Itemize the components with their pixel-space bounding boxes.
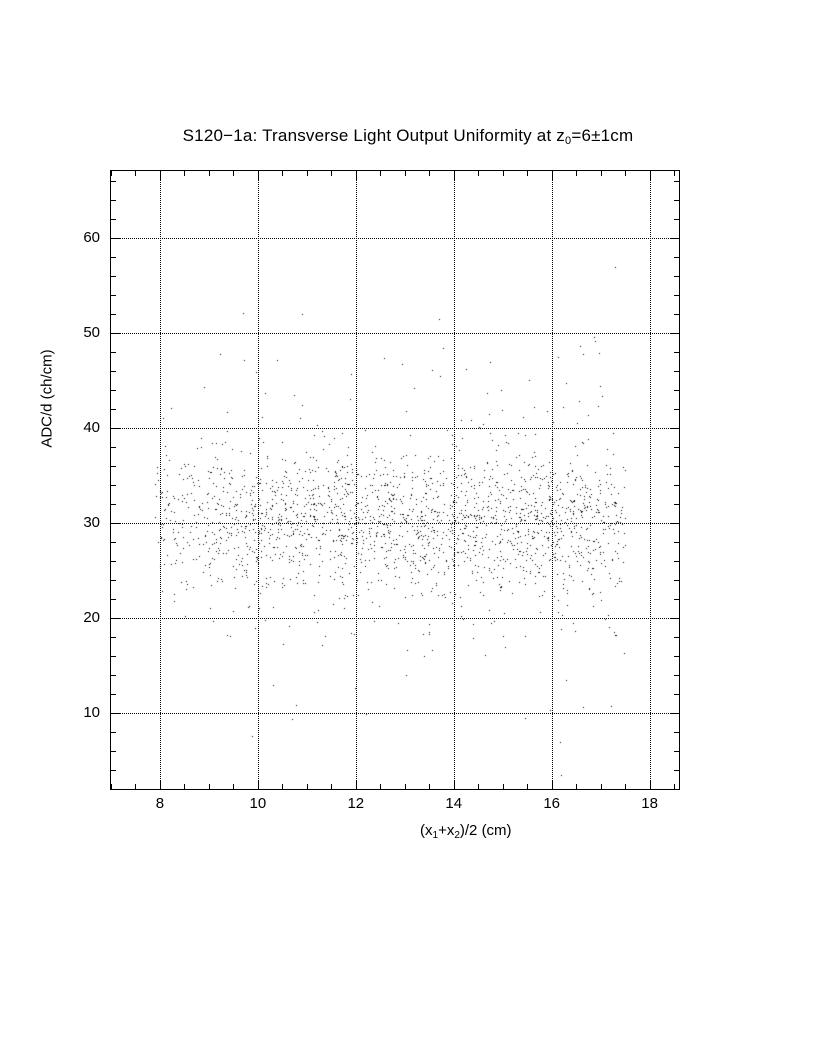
gridline-horizontal <box>111 428 679 429</box>
y-tick-minor-right <box>674 447 679 448</box>
x-tick-minor-top <box>625 171 626 176</box>
x-tick-major <box>650 780 651 789</box>
x-tick-label: 8 <box>155 795 165 812</box>
y-tick-minor-right <box>674 675 679 676</box>
x-axis-title-sub2: 2 <box>454 830 460 841</box>
x-tick-major <box>552 780 553 789</box>
y-tick-minor <box>111 656 116 657</box>
y-tick-minor-right <box>674 637 679 638</box>
y-tick-minor <box>111 352 116 353</box>
gridline-vertical <box>454 171 455 789</box>
y-tick-minor <box>111 770 116 771</box>
x-tick-major-top <box>650 171 651 180</box>
x-axis-title <box>420 822 512 841</box>
y-tick-minor <box>111 257 116 258</box>
y-tick-minor-right <box>674 599 679 600</box>
x-tick-major <box>258 780 259 789</box>
y-tick-minor-right <box>674 694 679 695</box>
chart-title-tail: =6±1cm <box>571 126 634 145</box>
y-tick-minor <box>111 314 116 315</box>
y-tick-minor-right <box>674 314 679 315</box>
y-tick-minor <box>111 181 116 182</box>
gridline-vertical <box>552 171 553 789</box>
y-tick-minor <box>111 561 116 562</box>
y-tick-minor <box>111 276 116 277</box>
y-tick-minor <box>111 599 116 600</box>
y-tick-major <box>111 238 120 239</box>
y-tick-minor <box>111 504 116 505</box>
y-tick-label: 40 <box>83 418 100 436</box>
y-tick-minor-right <box>674 466 679 467</box>
x-tick-minor <box>625 784 626 789</box>
x-tick-major <box>454 780 455 789</box>
x-tick-minor-top <box>331 171 332 176</box>
y-tick-minor-right <box>674 390 679 391</box>
y-tick-minor-right <box>674 580 679 581</box>
gridline-horizontal <box>111 713 679 714</box>
x-tick-minor <box>331 784 332 789</box>
y-tick-label: 30 <box>83 513 100 531</box>
x-tick-minor-top <box>111 171 112 176</box>
y-tick-minor-right <box>674 295 679 296</box>
y-tick-minor <box>111 295 116 296</box>
chart-title-main: S120−1a: Transverse Light Output Uniformity at z <box>182 126 565 145</box>
gridline-vertical <box>160 171 161 789</box>
y-tick-major <box>111 333 120 334</box>
y-tick-minor-right <box>674 219 679 220</box>
y-tick-minor-right <box>674 181 679 182</box>
x-tick-major-top <box>454 171 455 180</box>
y-tick-minor <box>111 694 116 695</box>
x-tick-minor <box>601 784 602 789</box>
y-tick-minor <box>111 371 116 372</box>
x-tick-minor-top <box>233 171 234 176</box>
x-tick-minor-top <box>405 171 406 176</box>
x-tick-label: 12 <box>347 795 365 812</box>
x-tick-minor <box>184 784 185 789</box>
x-tick-minor <box>576 784 577 789</box>
x-tick-label: 14 <box>445 795 463 812</box>
x-tick-minor <box>429 784 430 789</box>
y-axis-title <box>39 289 56 509</box>
x-tick-minor <box>307 784 308 789</box>
y-tick-label: 50 <box>83 323 100 341</box>
x-axis-title-tail: )/2 (cm) <box>459 822 512 839</box>
y-tick-minor-right <box>674 542 679 543</box>
x-tick-minor-top <box>429 171 430 176</box>
x-tick-label: 18 <box>641 795 658 812</box>
x-tick-major-top <box>356 171 357 180</box>
y-tick-major-right <box>670 523 679 524</box>
gridline-horizontal <box>111 333 679 334</box>
y-tick-minor <box>111 200 116 201</box>
x-tick-major-top <box>258 171 259 180</box>
x-tick-minor <box>405 784 406 789</box>
plot-area <box>110 170 680 790</box>
x-tick-minor <box>282 784 283 789</box>
y-axis-title-text: ADC/d (ch/cm) <box>38 349 56 448</box>
x-tick-major <box>160 780 161 789</box>
x-tick-minor-top <box>135 171 136 176</box>
y-tick-major <box>111 523 120 524</box>
gridline-vertical <box>258 171 259 789</box>
y-tick-minor <box>111 409 116 410</box>
x-tick-minor-top <box>380 171 381 176</box>
x-axis-title-main: (x <box>420 822 433 839</box>
scatter-points <box>111 171 679 789</box>
gridline-vertical <box>356 171 357 789</box>
y-tick-major-right <box>670 618 679 619</box>
x-tick-minor <box>527 784 528 789</box>
y-tick-minor-right <box>674 770 679 771</box>
y-tick-minor <box>111 390 116 391</box>
x-tick-minor <box>380 784 381 789</box>
x-tick-minor-top <box>307 171 308 176</box>
x-tick-minor-top <box>601 171 602 176</box>
y-tick-minor <box>111 789 116 790</box>
y-tick-major-right <box>670 428 679 429</box>
y-tick-major <box>111 618 120 619</box>
x-axis-title-mid: +x <box>438 822 455 839</box>
y-tick-minor-right <box>674 371 679 372</box>
x-tick-minor <box>503 784 504 789</box>
x-tick-label: 10 <box>249 795 267 812</box>
chart-title <box>0 126 816 147</box>
gridline-horizontal <box>111 523 679 524</box>
y-tick-minor-right <box>674 257 679 258</box>
y-tick-minor <box>111 485 116 486</box>
x-tick-minor-top <box>674 171 675 176</box>
y-tick-minor <box>111 637 116 638</box>
y-tick-minor-right <box>674 409 679 410</box>
y-tick-minor <box>111 732 116 733</box>
x-tick-minor-top <box>576 171 577 176</box>
x-tick-minor-top <box>478 171 479 176</box>
y-tick-minor-right <box>674 751 679 752</box>
x-axis-title-sub1: 1 <box>432 830 439 841</box>
x-tick-minor-top <box>184 171 185 176</box>
gridline-horizontal <box>111 238 679 239</box>
gridline-vertical <box>650 171 651 789</box>
y-tick-label: 20 <box>83 608 100 626</box>
gridline-horizontal <box>111 618 679 619</box>
y-tick-minor-right <box>674 200 679 201</box>
y-tick-minor <box>111 580 116 581</box>
y-tick-major-right <box>670 713 679 714</box>
x-tick-minor <box>209 784 210 789</box>
y-tick-minor <box>111 447 116 448</box>
x-tick-minor-top <box>209 171 210 176</box>
x-tick-major <box>356 780 357 789</box>
y-tick-minor <box>111 219 116 220</box>
x-tick-minor-top <box>282 171 283 176</box>
chart-title-subscript: 0 <box>565 135 572 147</box>
y-tick-minor <box>111 751 116 752</box>
y-tick-major <box>111 428 120 429</box>
y-tick-label: 10 <box>83 703 100 721</box>
y-tick-minor-right <box>674 789 679 790</box>
x-tick-major-top <box>552 171 553 180</box>
y-tick-major <box>111 713 120 714</box>
x-tick-major-top <box>160 171 161 180</box>
y-tick-minor-right <box>674 504 679 505</box>
y-tick-minor-right <box>674 276 679 277</box>
x-tick-minor <box>233 784 234 789</box>
x-tick-minor <box>135 784 136 789</box>
y-tick-minor-right <box>674 656 679 657</box>
x-tick-minor-top <box>503 171 504 176</box>
y-tick-minor-right <box>674 485 679 486</box>
x-tick-label: 16 <box>543 795 561 812</box>
y-tick-label: 60 <box>83 228 100 246</box>
y-tick-minor-right <box>674 561 679 562</box>
x-tick-minor <box>478 784 479 789</box>
x-tick-minor-top <box>527 171 528 176</box>
y-tick-minor-right <box>674 732 679 733</box>
y-tick-minor <box>111 675 116 676</box>
y-tick-major-right <box>670 333 679 334</box>
y-tick-major-right <box>670 238 679 239</box>
y-tick-minor-right <box>674 352 679 353</box>
y-tick-minor <box>111 466 116 467</box>
y-tick-minor <box>111 542 116 543</box>
